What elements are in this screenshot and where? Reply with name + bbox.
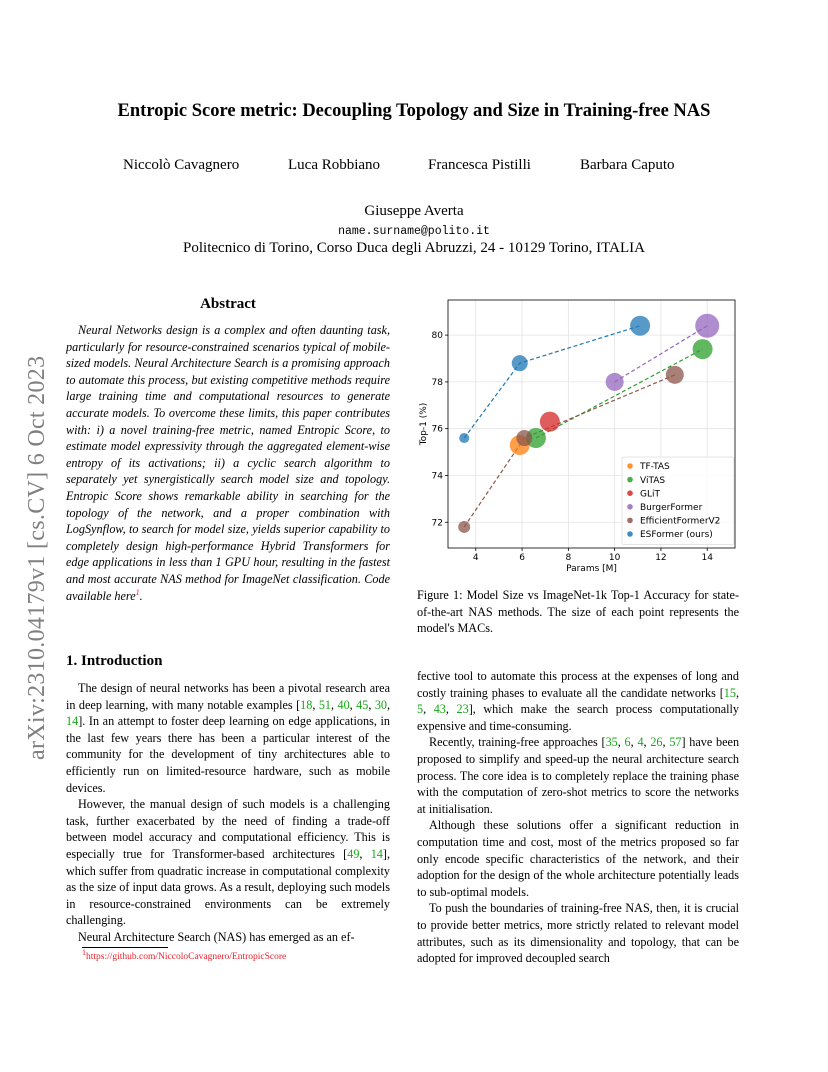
legend-marker [627, 531, 633, 537]
affiliation: Politecnico di Torino, Corso Duca degli Abruzzi, 24 - 10129 Torino, ITALIA [183, 240, 645, 256]
citation-link[interactable]: 15 [723, 685, 736, 700]
citation-link[interactable]: 30 [374, 697, 388, 712]
scatter-chart [400, 288, 745, 580]
intro-heading: 1. Introduction [66, 653, 163, 669]
point-efficientformerv2 [458, 521, 470, 533]
x-tick-label: 10 [608, 553, 621, 563]
abstract-body [66, 322, 390, 604]
citation-link[interactable]: 57 [669, 735, 682, 750]
legend-label: GLiT [640, 489, 660, 500]
abstract-end: . [139, 588, 143, 603]
paper-title: Entropic Score metric: Decoupling Topology and Size in Training-free NAS [117, 101, 711, 121]
abstract-text: Neural Networks design is a complex and often daunting task, particularly for resource-constrained scenarios typical of mobile-sized models. Neural Architecture Search is a promising approach to automate this process, but existing competitive methods require large training time and computational resources to generate accurate models. To overcome these limits, this paper contributes with: i) a novel training-free metric, named Entropic Score, to estimate model expressivity through the aggregated element-wise entropy of its activations; ii) a cyclic search algorithm to separately yet synergistically search model size and topology. Entropic Score shows remarkable ability in searching for the topology of the network, and a proper combination with LogSynflow, to search for model size, yields superior capability to completely design high-performance Hybrid Transformers for edge applications in less than 1 GPU hour, resulting in the fastest and most accurate NAS method for ImageNet classification. Code available here [66, 323, 390, 603]
intro-paragraph-3: Neural Architecture Search (NAS) has emerged as an ef- [78, 929, 355, 944]
legend-label: EfficientFormerV2 [640, 516, 721, 527]
y-tick-label: 74 [431, 471, 443, 482]
x-tick-label: 14 [701, 553, 713, 563]
legend-label: ESFormer (ours) [640, 530, 713, 541]
series-line-vitas [536, 349, 703, 438]
point-esformer-ours [459, 433, 469, 443]
point-esformer-ours [512, 355, 528, 371]
author-2: Luca Robbiano [288, 157, 381, 173]
citation-link[interactable]: 4 [637, 735, 644, 750]
legend-label: ViTAS [640, 475, 666, 486]
footnote-link[interactable]: 1 [135, 587, 140, 597]
citation-link[interactable]: 35 [605, 735, 618, 750]
citation-link[interactable]: 49 [347, 846, 360, 861]
y-axis-label: Top-1 (%) [419, 402, 429, 446]
y-tick-label: 72 [431, 518, 443, 529]
citation-link[interactable]: 14 [66, 714, 79, 729]
right-column-body [417, 668, 739, 967]
point-esformer-ours [630, 316, 650, 336]
point-efficientformerv2 [666, 366, 684, 384]
point-glit [540, 412, 560, 432]
citation-link[interactable]: 18 [300, 697, 313, 712]
y-tick-label: 80 [431, 331, 443, 342]
author-email: name.surname@polito.it [338, 225, 490, 238]
citation-link[interactable]: 6 [624, 735, 631, 750]
intro-body [66, 680, 390, 946]
intro-paragraph-2: However, the manual design of such models is a challenging task, further exacerbated by the need of finding a trade-off between model accuracy and computational efficiency. This is especially true for Transformer-based architectures [49, 14], which suffer from quadratic increase in computational complexity as the size of input data grows. As a result, deploying such models in resource-constrained environments can be extremely challenging. [66, 797, 390, 928]
x-tick-label: 8 [565, 553, 572, 563]
footnote-url-link[interactable]: https://github.com/NiccoloCavagnero/EntropicScore [86, 952, 287, 962]
figure-caption: Figure 1: Model Size vs ImageNet-1k Top-1 Accuracy for state-of-the-art NAS methods. The size of each point represents the model's MACs. [417, 588, 739, 636]
citation-link[interactable]: 51 [318, 697, 331, 712]
x-tick-label: 12 [655, 553, 667, 563]
author-4: Barbara Caputo [580, 157, 675, 173]
x-tick-label: 6 [519, 553, 525, 563]
point-burgerformer [695, 314, 719, 338]
point-vitas [693, 339, 713, 359]
footnote-rule [82, 947, 168, 948]
citation-link[interactable]: 14 [370, 846, 383, 861]
legend-marker [627, 504, 633, 510]
legend-marker [627, 477, 633, 483]
citation-link[interactable]: 5 [417, 702, 424, 717]
right-paragraph-3: Although these solutions offer a significant reduction in computation time and cost, most of the metrics proposed so far only encode specific characteristics of the network, and their adoption for the design of the whole architecture potentially leads to sub-optimal models. [417, 818, 739, 899]
citation-link[interactable]: 45 [356, 697, 369, 712]
point-efficientformerv2 [516, 430, 532, 446]
intro-paragraph-1: The design of neural networks has been a pivotal research area in deep learning, with many notable examples [18, 51, 40, 45, 30, 14]. In an attempt to foster deep learning on edge applications, in the last few years there has been a particular interest of the community for the development of tiny architectures able to efficiently run on limited-resource hardware, such as mobile devices. [66, 681, 391, 795]
abstract-heading: Abstract [200, 296, 256, 312]
legend-marker [627, 518, 633, 524]
author-3: Francesca Pistilli [428, 157, 531, 173]
y-tick-label: 76 [431, 424, 443, 435]
author-5: Giuseppe Averta [364, 203, 464, 219]
right-paragraph-2: Recently, training-free approaches [35, 6, 4, 26, 57] have been proposed to simplify and speed-up the neural architecture search process. The core idea is to completely replace the training phase with the computation of zero-shot metrics to score the networks at initialisation. [417, 735, 740, 816]
y-tick-label: 78 [431, 377, 443, 388]
citation-link[interactable]: 23 [456, 702, 469, 717]
citation-link[interactable]: 43 [433, 702, 446, 717]
citation-link[interactable]: 26 [650, 735, 663, 750]
right-paragraph-1: fective tool to automate this process at the expenses of long and costly training phases to evaluate all the candidate networks [15, 5, 43, 23], which make the search process computationally expensive and time-consuming. [417, 669, 740, 733]
citation-link[interactable]: 40 [337, 697, 350, 712]
x-tick-label: 4 [472, 553, 479, 563]
footnote: $^1$https://github.com/NiccoloCavagnero/EntropicScore [82, 947, 287, 962]
legend-marker [627, 490, 633, 496]
right-paragraph-4: To push the boundaries of training-free NAS, then, it is crucial to provide better metrics, more strictly related to relevant model attributes, such as its dimensionality and topology, that can be adopted for improved decoupled search [417, 901, 739, 966]
x-axis-label: Params [M] [566, 564, 617, 574]
arxiv-stamp-text: arXiv:2310.04179v1 [cs.CV] 6 Oct 2023 [24, 355, 50, 760]
legend-marker [627, 463, 633, 469]
author-1: Niccolò Cavagnero [123, 157, 240, 173]
point-burgerformer [606, 373, 624, 391]
chart-legend [622, 457, 734, 545]
legend-label: TF-TAS [640, 462, 670, 473]
legend-label: BurgerFormer [640, 503, 703, 513]
